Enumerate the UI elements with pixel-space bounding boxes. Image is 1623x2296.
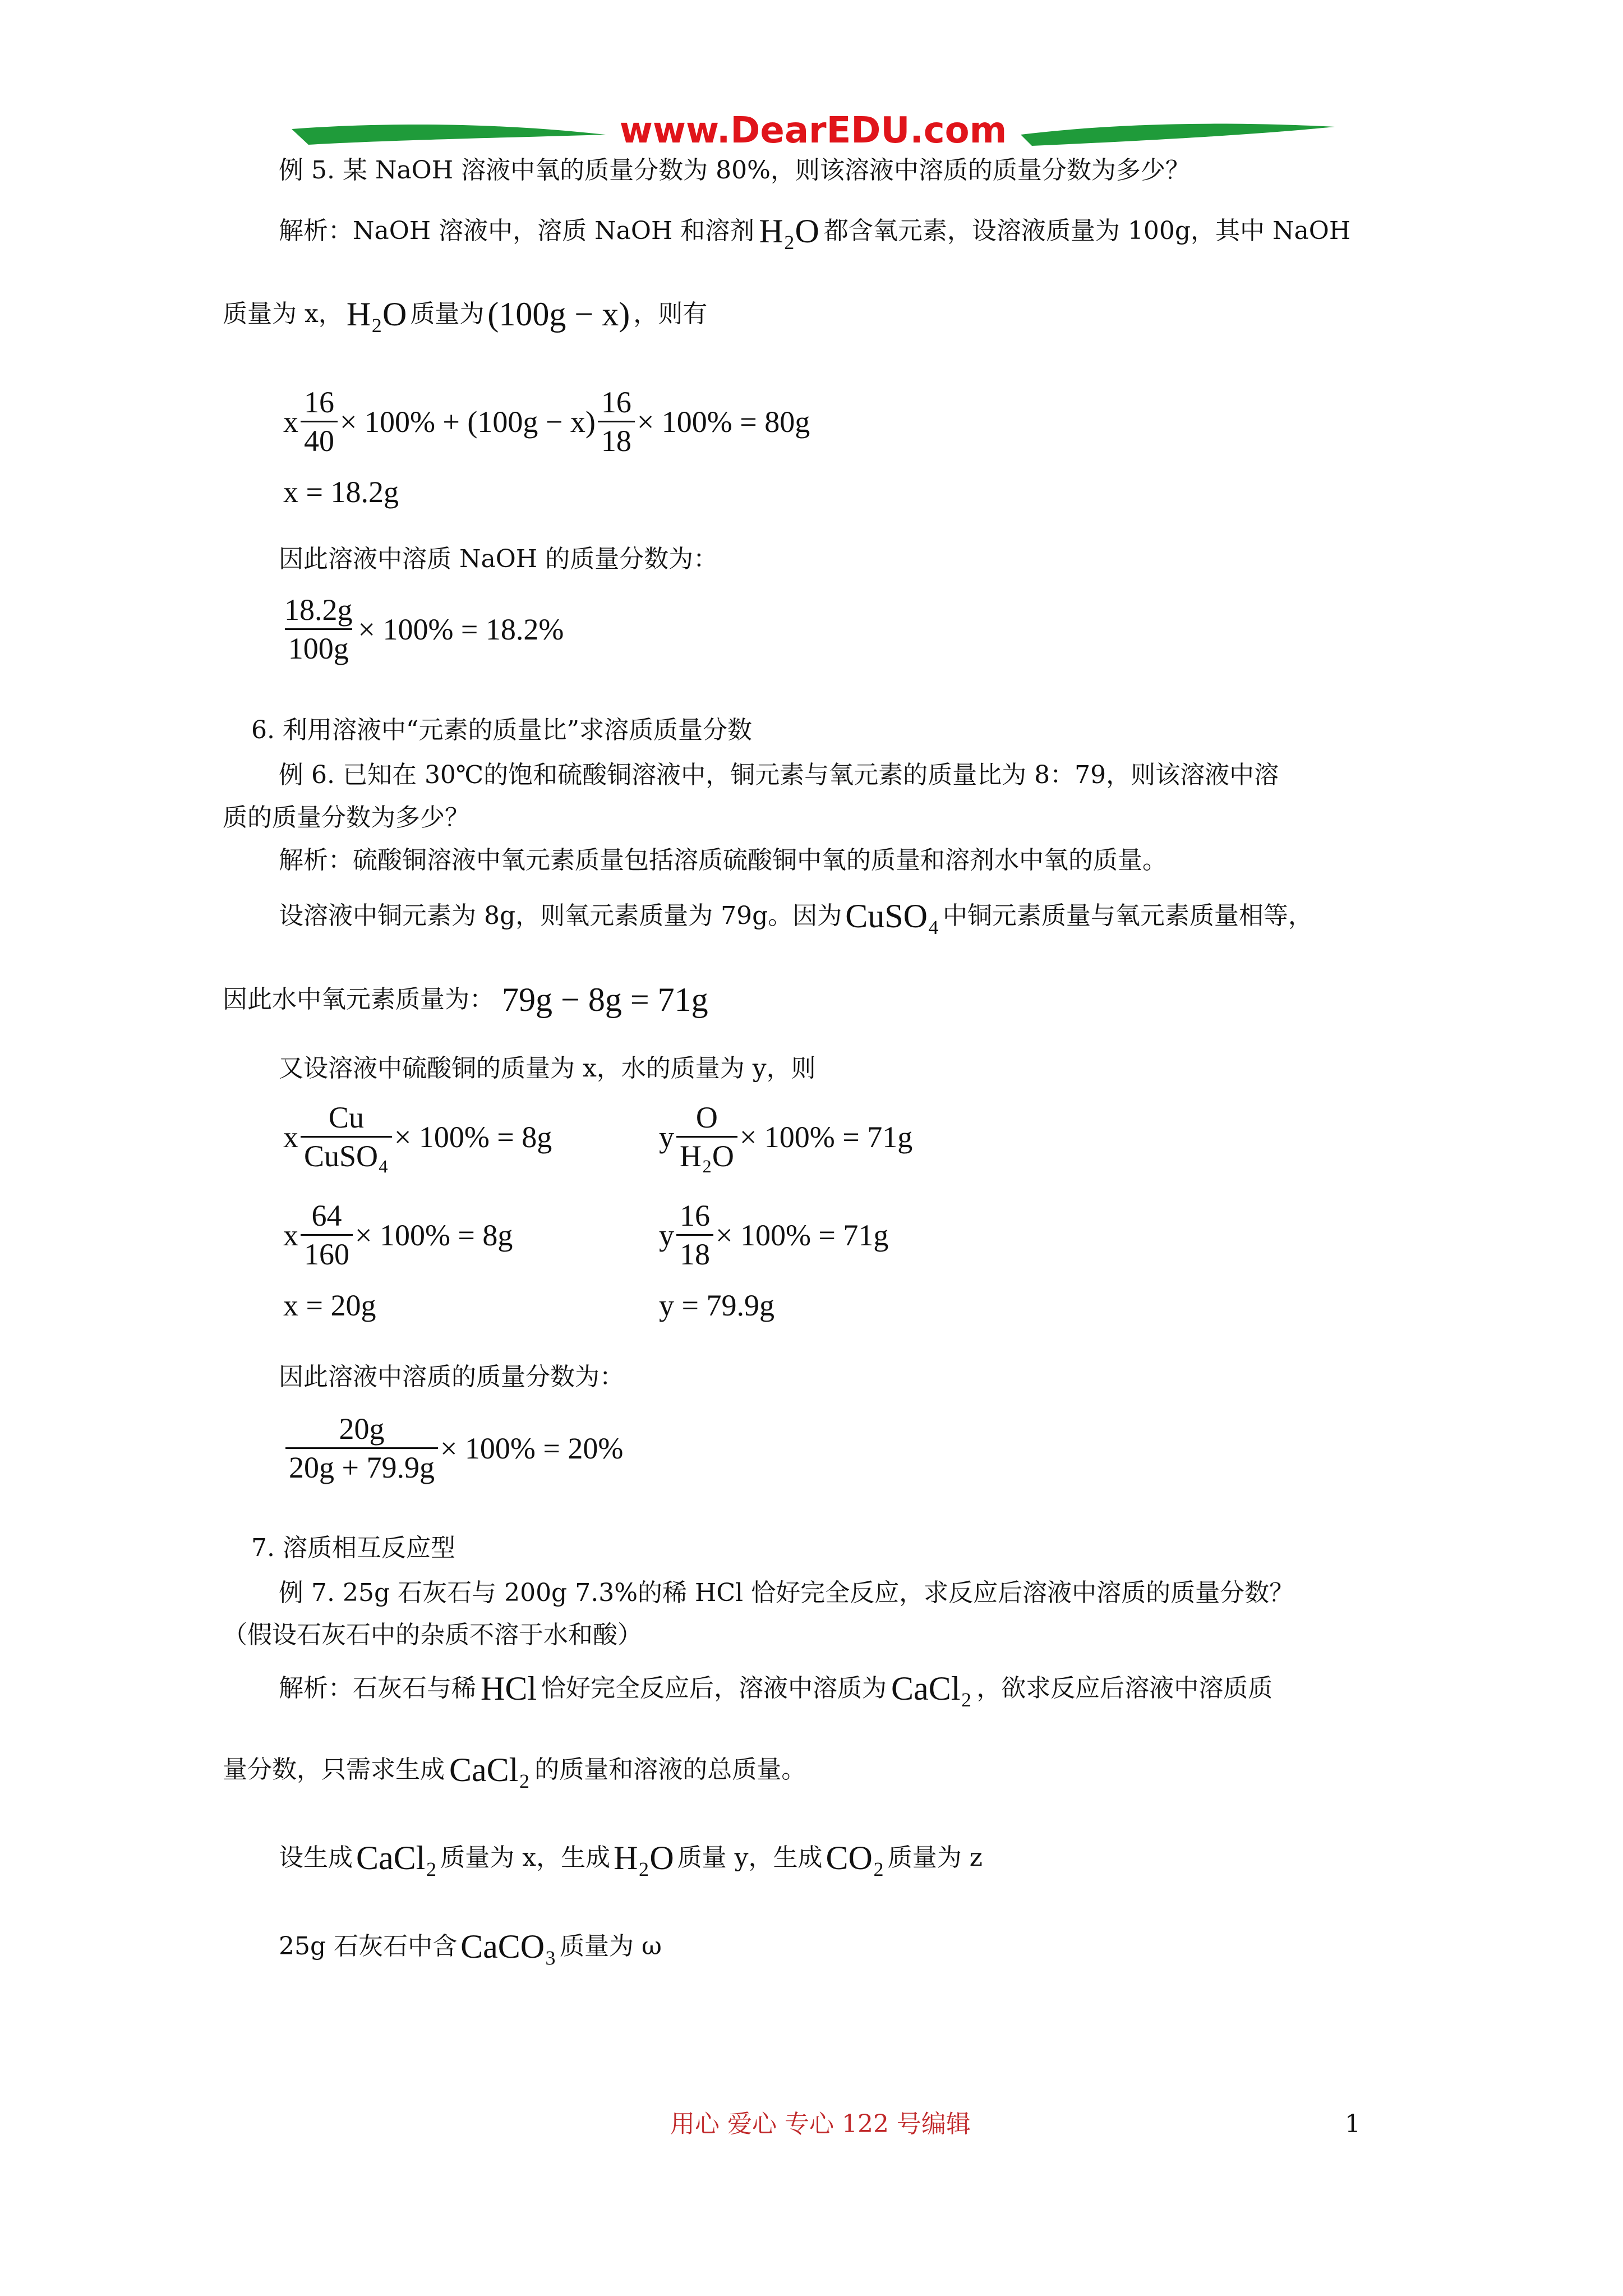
sec6-result-den: 20g + 79.9g bbox=[285, 1447, 438, 1483]
sec7-heading: 7. 溶质相互反应型 bbox=[251, 1534, 455, 1562]
sec6-r2-frac bbox=[676, 1200, 713, 1269]
sec7-set-d: 质量为 z bbox=[887, 1843, 983, 1872]
sec6-cuso4-formula: CuSO₄ bbox=[845, 898, 939, 935]
sec6-setup-line bbox=[279, 899, 1313, 933]
ex5-h2o-formula: H₂O bbox=[759, 213, 819, 250]
sec6-l2-den: 160 bbox=[301, 1234, 353, 1269]
ex5-eq1-frac1-num: 16 bbox=[304, 385, 334, 419]
sec6-right-eq3: y = 79.9g bbox=[659, 1289, 774, 1322]
ex5-analysis-b: 都含氧元素，设溶液质量为 100g，其中 NaOH bbox=[823, 217, 1351, 245]
ex5-eq1-mid: × 100% + (100g − x) bbox=[340, 404, 596, 439]
ex5-equation-1 bbox=[283, 387, 810, 456]
logo-text: www.DearEDU.com bbox=[619, 110, 1007, 151]
sec6-question-line1: 例 6. 已知在 30℃的饱和硫酸铜溶液中，铜元素与氧元素的质量比为 8：79，则该溶液中溶 bbox=[279, 761, 1279, 789]
ex5-eq1-frac2-den: 18 bbox=[598, 421, 635, 456]
sec6-left-eq1 bbox=[283, 1102, 552, 1171]
sec6-set-a: 设溶液中铜元素为 8g，则氧元素质量为 79g。因为 bbox=[279, 901, 842, 930]
sec6-water-a: 因此水中氧元素质量为： bbox=[223, 985, 494, 1014]
ex5-eq1-x: x bbox=[283, 404, 298, 439]
ex5-result bbox=[279, 595, 564, 664]
sec7-caco3-a: 25g 石灰石中含 bbox=[279, 1932, 458, 1961]
sec7-l2-a: 量分数，只需求生成 bbox=[223, 1755, 445, 1784]
sec6-l1-end: × 100% = 8g bbox=[394, 1120, 552, 1154]
sec6-r1-den: H₂O bbox=[676, 1136, 737, 1171]
sec6-left-eq3: x = 20g bbox=[283, 1289, 376, 1322]
ex5-line2-b: 质量为 bbox=[410, 300, 485, 328]
sec6-water-eq: 79g − 8g = 71g bbox=[502, 981, 708, 1018]
sec7-question-line2: （假设石灰石中的杂质不溶于水和酸） bbox=[223, 1621, 642, 1649]
ex5-line2-c: ，则有 bbox=[633, 300, 708, 328]
sec7-set-c: 质量 y，生成 bbox=[677, 1843, 823, 1872]
ex5-result-end: × 100% = 18.2% bbox=[358, 612, 564, 646]
sec6-left-eq2 bbox=[283, 1200, 513, 1269]
ex5-line2-h2o: H₂O bbox=[346, 296, 407, 333]
sec6-r2-den: 18 bbox=[676, 1234, 713, 1269]
sec7-an-c: ，欲求反应后溶液中溶质质 bbox=[976, 1674, 1273, 1703]
sec7-caco3-b: 质量为 ω bbox=[560, 1932, 662, 1961]
ex5-line2-a: 质量为 x， bbox=[223, 300, 343, 328]
sec7-l2-b: 的质量和溶液的总质量。 bbox=[534, 1755, 806, 1784]
page-number: 1 bbox=[1345, 2110, 1361, 2138]
sec6-therefore: 因此溶液中溶质的质量分数为： bbox=[279, 1363, 624, 1391]
sec6-l2-frac bbox=[301, 1200, 353, 1269]
sec7-set-co2: CO₂ bbox=[826, 1839, 884, 1876]
ex5-eq1-end: × 100% = 80g bbox=[637, 404, 810, 439]
sec6-r1-end: × 100% = 71g bbox=[739, 1120, 913, 1154]
ex5-line2 bbox=[223, 297, 707, 331]
sec6-l1-den: CuSO₄ bbox=[301, 1136, 392, 1171]
sec7-cacl2-formula: CaCl₂ bbox=[891, 1670, 972, 1707]
footer-text: 用心 爱心 专心 122 号编辑 bbox=[670, 2110, 971, 2138]
sec6-let-xy: 又设溶液中硫酸铜的质量为 x，水的质量为 y，则 bbox=[279, 1054, 816, 1083]
sec6-question-line2: 质的质量分数为多少？ bbox=[223, 803, 469, 832]
sec6-r1-y: y bbox=[659, 1120, 674, 1154]
sec6-l1-x: x bbox=[283, 1120, 298, 1154]
ex5-analysis-line1 bbox=[279, 214, 1350, 248]
sec7-hcl-formula: HCl bbox=[481, 1670, 537, 1707]
ex5-analysis-a: 解析：NaOH 溶液中，溶质 NaOH 和溶剂 bbox=[279, 217, 755, 245]
sec7-set-cacl2: CaCl₂ bbox=[356, 1839, 437, 1876]
sec6-analysis: 解析：硫酸铜溶液中氧元素质量包括溶质硫酸铜中氧的质量和溶剂水中氧的质量。 bbox=[279, 846, 1167, 875]
ex5-eq1-frac2-num: 16 bbox=[601, 385, 631, 419]
ex5-result-num: 18.2g bbox=[284, 593, 353, 627]
sec6-heading: 6. 利用溶液中“元素的质量比”求溶质质量分数 bbox=[251, 716, 752, 744]
ex5-result-den: 100g bbox=[285, 628, 352, 664]
sec7-set-b: 质量为 x，生成 bbox=[440, 1843, 611, 1872]
sec7-set-h2o: H₂O bbox=[614, 1839, 674, 1876]
sec6-result-num: 20g bbox=[339, 1412, 385, 1446]
ex5-eq1-frac2 bbox=[598, 387, 635, 456]
sec7-an-b: 恰好完全反应后，溶液中溶质为 bbox=[541, 1674, 887, 1703]
sec6-l1-frac bbox=[301, 1102, 392, 1171]
sec6-right-eq1 bbox=[659, 1102, 912, 1171]
sec6-l1-num: Cu bbox=[328, 1101, 364, 1134]
sec7-set-a: 设生成 bbox=[279, 1843, 353, 1872]
sec6-r1-num: O bbox=[695, 1101, 718, 1134]
sec7-caco3-formula: CaCO₃ bbox=[460, 1928, 557, 1965]
ex5-therefore: 因此溶液中溶质 NaOH 的质量分数为： bbox=[279, 545, 718, 573]
sec6-l2-num: 64 bbox=[311, 1199, 342, 1232]
sec6-r2-y: y bbox=[659, 1218, 674, 1252]
sec6-right-eq2 bbox=[659, 1200, 888, 1269]
sec7-analysis-line2 bbox=[223, 1753, 806, 1787]
ex5-question: 例 5. 某 NaOH 溶液中氧的质量分数为 80%，则该溶液中溶质的质量分数为多少？ bbox=[279, 156, 1190, 185]
sec6-result-frac bbox=[285, 1414, 438, 1483]
logo-swoosh-left-icon bbox=[292, 118, 606, 151]
sec6-r1-frac bbox=[676, 1102, 737, 1171]
sec6-water-line bbox=[223, 983, 708, 1016]
sec7-caco3-line bbox=[279, 1930, 662, 1963]
sec6-result bbox=[283, 1414, 623, 1483]
ex5-equation-2: x = 18.2g bbox=[283, 475, 399, 509]
sec6-set-b: 中铜元素质量与氧元素质量相等， bbox=[942, 901, 1313, 930]
sec6-l2-x: x bbox=[283, 1218, 298, 1252]
sec7-question-line1: 例 7. 25g 石灰石与 200g 7.3%的稀 HCl 恰好完全反应，求反应后溶液中溶质的质量分数？ bbox=[279, 1579, 1294, 1607]
sec7-setup-line bbox=[279, 1841, 983, 1875]
sec7-analysis-line1 bbox=[279, 1672, 1272, 1705]
sec6-result-end: × 100% = 20% bbox=[440, 1431, 624, 1465]
sec6-r2-num: 16 bbox=[680, 1199, 710, 1232]
header-logo bbox=[292, 112, 1335, 157]
ex5-result-frac bbox=[281, 595, 356, 664]
sec6-r2-end: × 100% = 71g bbox=[716, 1218, 889, 1252]
sec7-an-a: 解析：石灰石与稀 bbox=[279, 1674, 476, 1703]
ex5-line2-expr: (100g − x) bbox=[487, 296, 630, 333]
ex5-eq1-frac1-den: 40 bbox=[301, 421, 338, 456]
ex5-eq1-frac1 bbox=[301, 387, 338, 456]
sec6-l2-end: × 100% = 8g bbox=[355, 1218, 513, 1252]
logo-swoosh-right-icon bbox=[1021, 118, 1335, 151]
sec7-l2-cacl2: CaCl₂ bbox=[449, 1751, 531, 1788]
